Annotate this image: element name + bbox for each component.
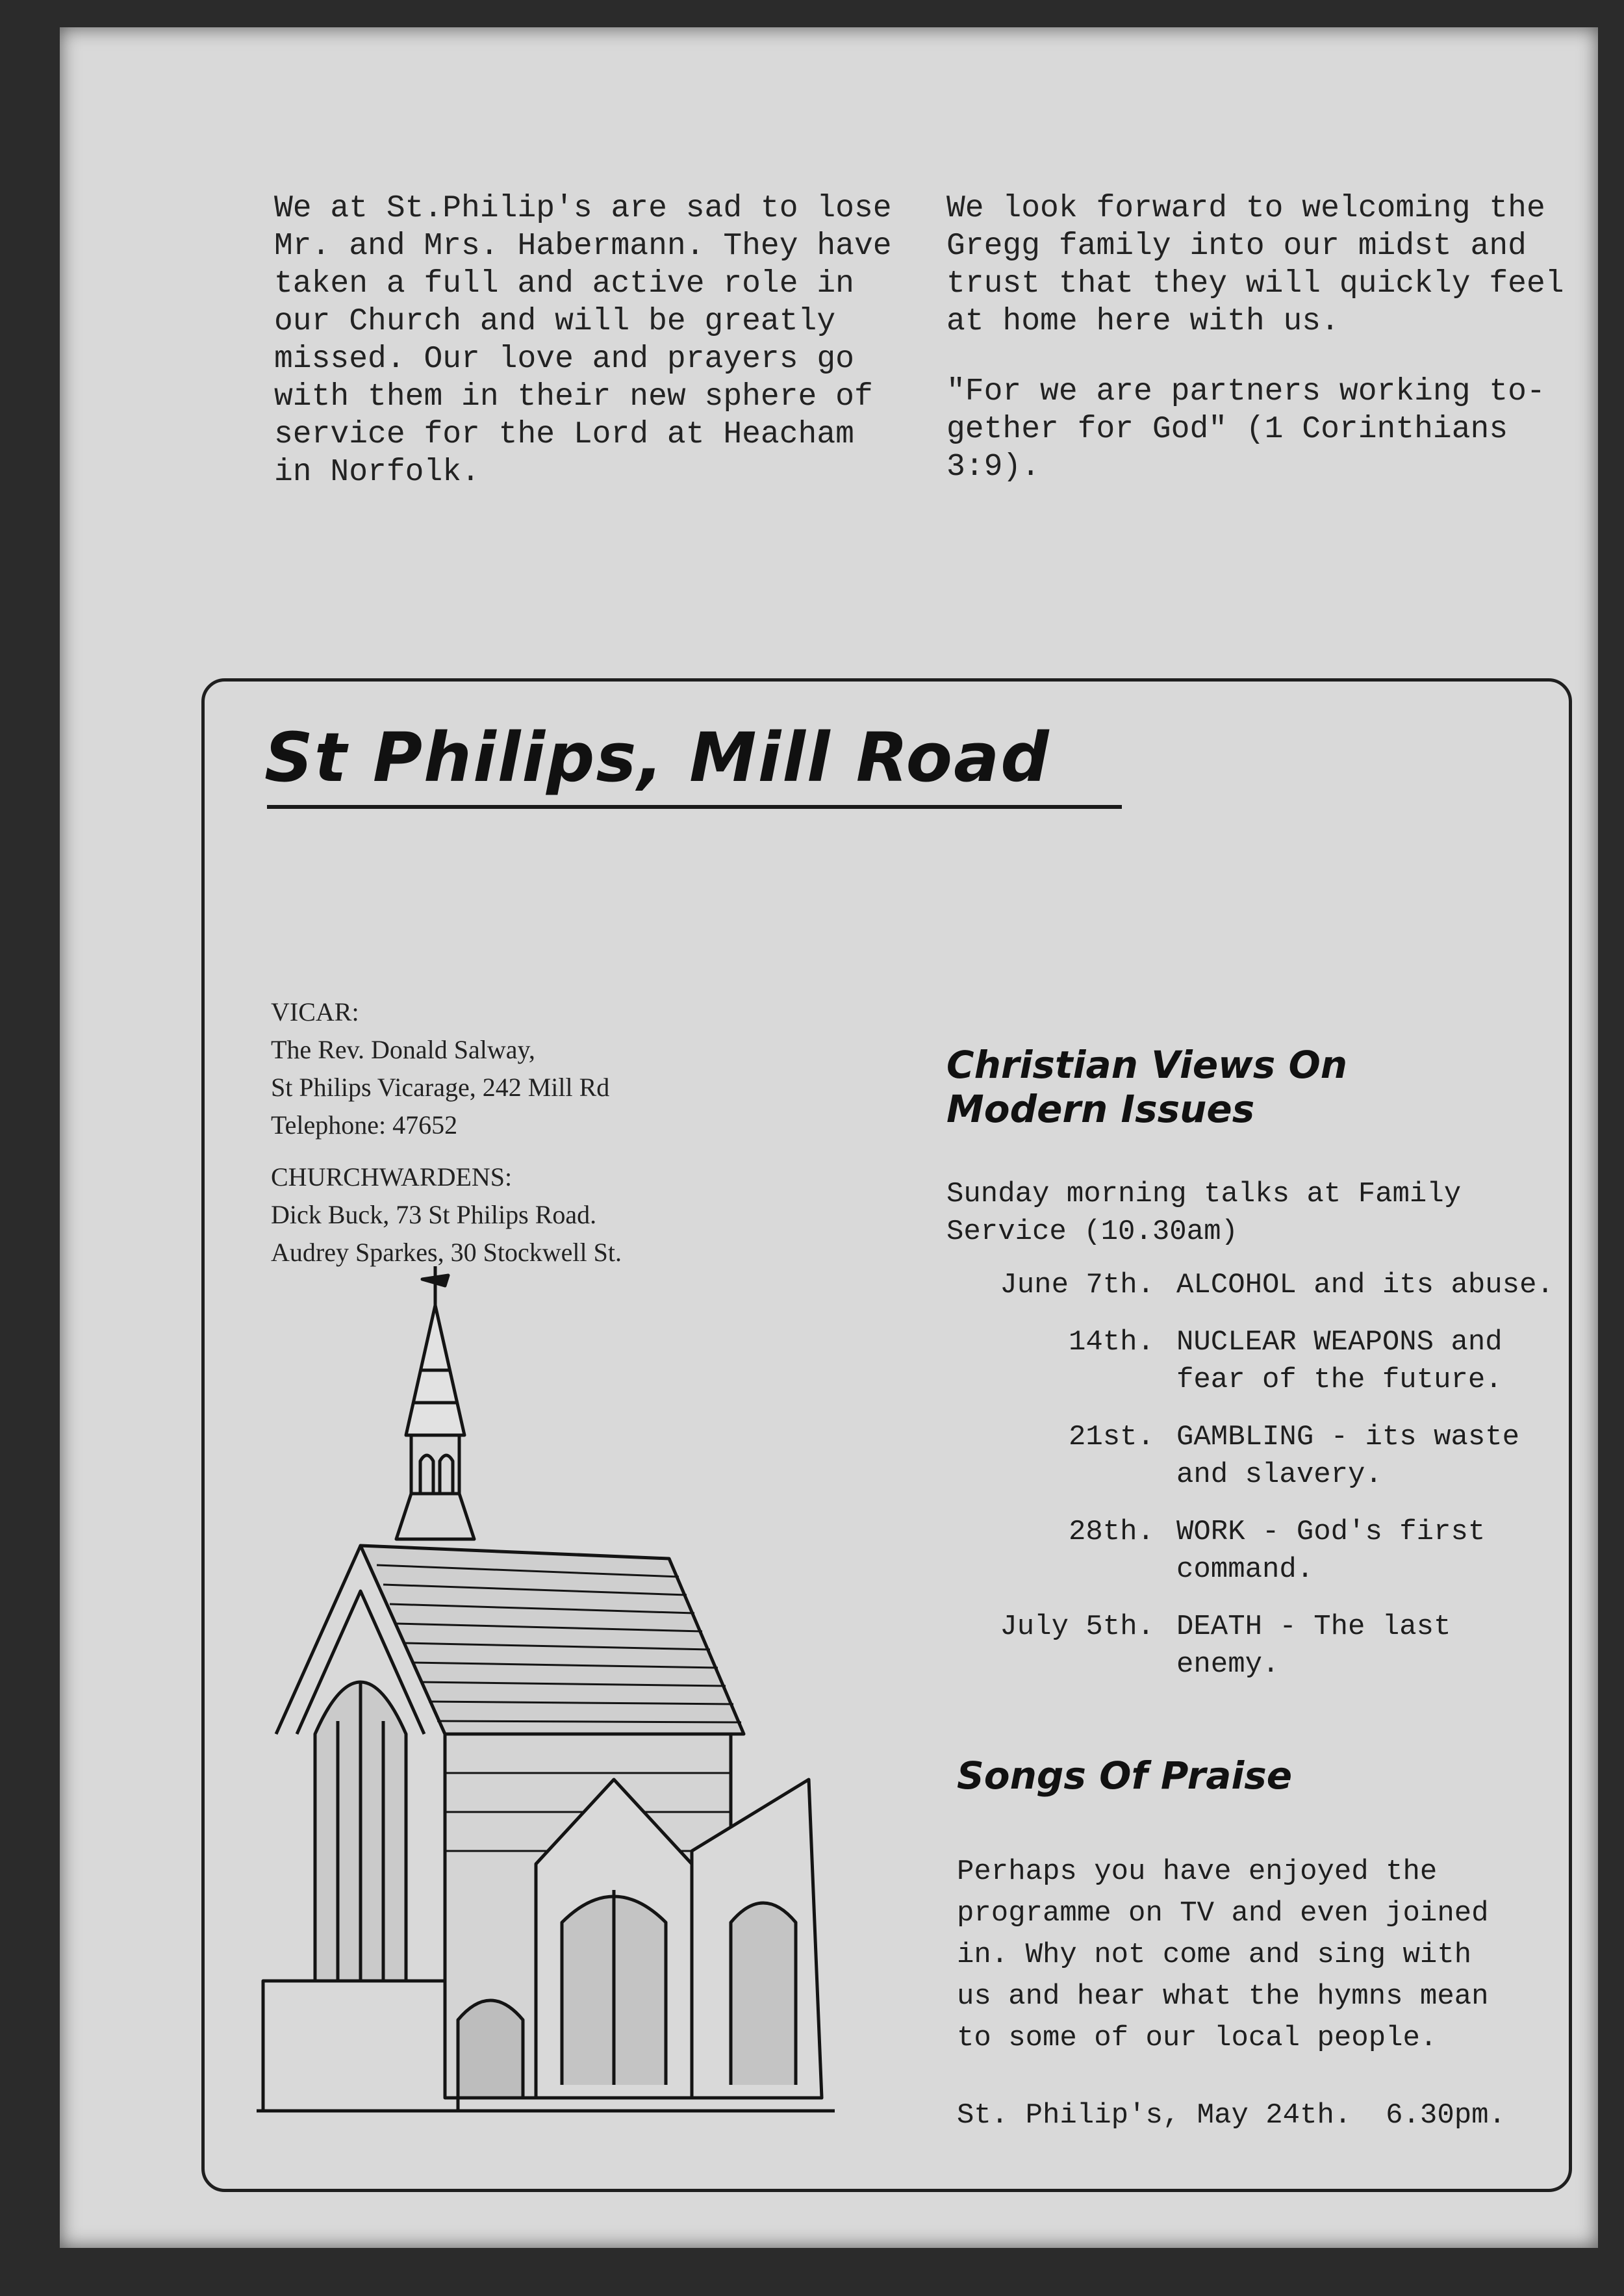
talk-date: 21st. [1068, 1421, 1154, 1453]
contacts-section [271, 993, 856, 1286]
farewell-paragraph: We at St.Philip's are sad to lose Mr. and Mrs. Habermann. They have taken a full and active role in our Church and will be greatly missed. Our love and prayers go with them in their new sphere of service for the Lord at Heacham in Norfolk. [274, 191, 892, 490]
talk-date: 14th. [1068, 1326, 1154, 1358]
talk-item [946, 1266, 1570, 1304]
box-title: St Philips, Mill Road [264, 718, 1050, 797]
vicar-line: St Philips Vicarage, 242 Mill Rd [271, 1073, 610, 1102]
talk-date: June 7th. [1000, 1269, 1154, 1301]
songs-event-line: St. Philip's, May 24th. 6.30pm. [957, 2099, 1506, 2132]
talk-item [946, 1513, 1570, 1588]
talk-topic: GAMBLING - its waste and slavery. [1176, 1421, 1520, 1491]
talk-date: 28th. [1068, 1516, 1154, 1548]
bible-verse: "For we are partners working to- gether for God" (1 Corinthians 3:9). [946, 374, 1545, 485]
talk-topic: ALCOHOL and its abuse. [1176, 1269, 1554, 1301]
talk-item [946, 1418, 1570, 1494]
talk-topic: NUCLEAR WEAPONS and fear of the future. [1176, 1326, 1503, 1396]
views-heading-line: Christian Views On [946, 1043, 1348, 1087]
talk-topic: DEATH - The last enemy. [1176, 1611, 1451, 1681]
welcome-paragraph: We look forward to welcoming the Gregg family into our midst and trust that they will quickly feel at home here with us. [946, 191, 1564, 339]
vicar-line: The Rev. Donald Salway, [271, 1035, 535, 1064]
vicar-label: VICAR: [271, 997, 359, 1027]
newsletter-page [60, 27, 1598, 2248]
talks-intro: Sunday morning talks at Family Service (10.30am) [946, 1178, 1462, 1248]
vicar-block [271, 993, 856, 1144]
talk-date: July 5th. [1000, 1611, 1154, 1643]
churchwarden-line: Dick Buck, 73 St Philips Road. [271, 1200, 597, 1229]
right-column [946, 190, 1596, 486]
songs-heading: Songs Of Praise [957, 1754, 1293, 1798]
church-info-box [201, 678, 1572, 2192]
talk-topic: WORK - God's first command. [1176, 1516, 1486, 1586]
churchwarden-line: Audrey Sparkes, 30 Stockwell St. [271, 1238, 622, 1267]
views-heading [946, 1043, 1531, 1131]
talk-item [946, 1323, 1570, 1399]
talk-item [946, 1608, 1570, 1683]
views-heading-line: Modern Issues [946, 1087, 1255, 1131]
vicar-line: Telephone: 47652 [271, 1110, 458, 1140]
churchwardens-block [271, 1158, 856, 1271]
talks-list [946, 1266, 1570, 1703]
songs-paragraph: Perhaps you have enjoyed the programme on TV and even joined in. Why not come and sing with us and hear what the hymns mean to some of our local people. [957, 1856, 1489, 2054]
churchwardens-label: CHURCHWARDENS: [271, 1162, 513, 1192]
title-underline [267, 805, 1122, 809]
church-drawing [250, 1266, 861, 2130]
